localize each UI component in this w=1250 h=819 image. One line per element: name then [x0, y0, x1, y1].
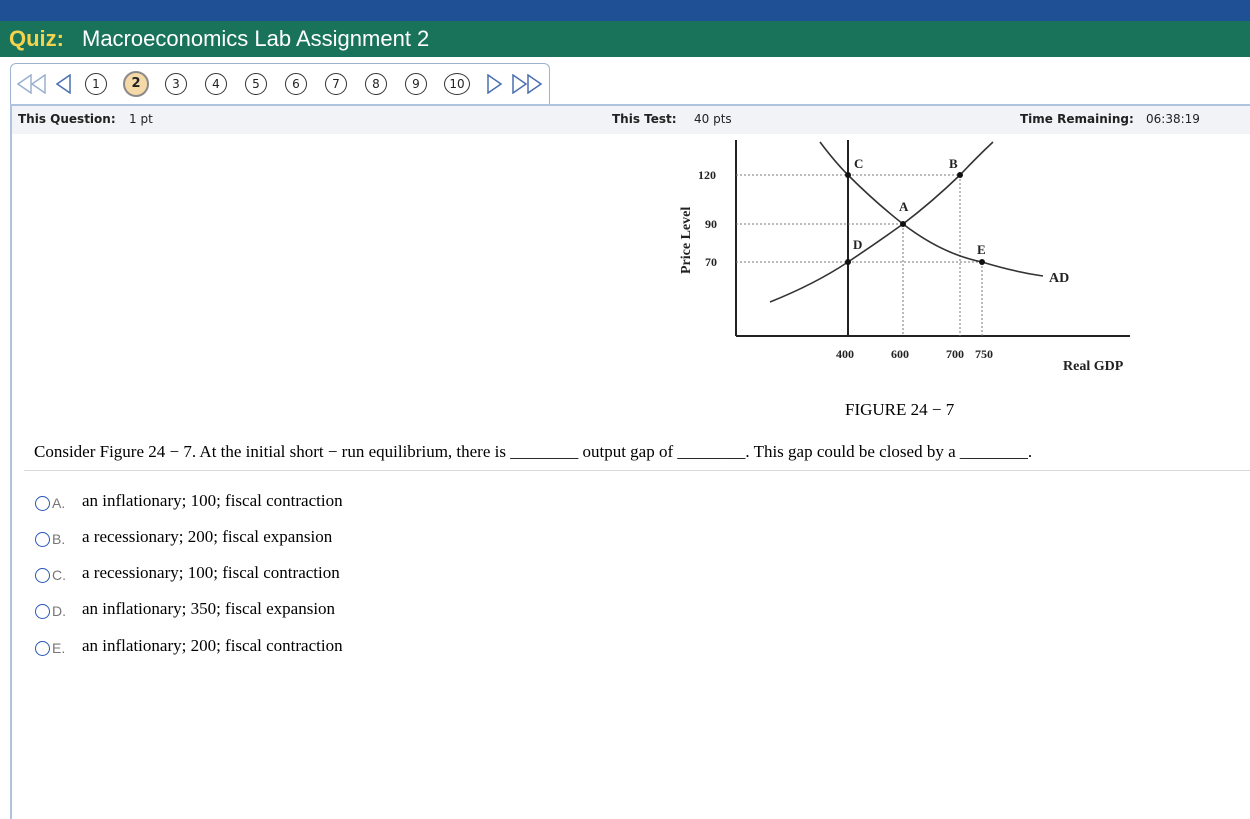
choice-letter-a: A.	[52, 495, 66, 511]
x-tick-600: 600	[891, 347, 909, 361]
point-c	[845, 172, 851, 178]
test-points-value: 40 pts	[694, 112, 732, 126]
x-axis-label: Real GDP	[1063, 359, 1124, 374]
test-points-label: This Test:	[612, 112, 677, 126]
time-remaining-label: Time Remaining:	[1020, 112, 1134, 126]
question-nav-button-7[interactable]: 7	[325, 73, 347, 95]
choice-text-e[interactable]: an inflationary; 200; fiscal contraction	[82, 636, 343, 655]
time-remaining-value: 06:38:19	[1146, 112, 1200, 126]
choice-text-b[interactable]: a recessionary; 200; fiscal expansion	[82, 527, 333, 546]
radio-a[interactable]	[35, 496, 50, 511]
question-text: Consider Figure 24 − 7. At the initial short − run equilibrium, there is ________ output gap of ________. This gap could be closed by a ________.	[34, 442, 1033, 461]
choice-text-d[interactable]: an inflationary; 350; fiscal expansion	[82, 599, 336, 618]
quiz-title: Macroeconomics Lab Assignment 2	[82, 26, 430, 51]
radio-c[interactable]	[35, 568, 50, 583]
info-bar	[12, 106, 1250, 134]
choice-text-a[interactable]: an inflationary; 100; fiscal contraction	[82, 491, 343, 510]
question-nav-button-2[interactable]: 2	[123, 71, 149, 97]
double-right-arrow-icon[interactable]	[512, 74, 544, 94]
top-strip	[0, 0, 1250, 21]
point-d	[845, 259, 851, 265]
y-tick-120: 120	[698, 168, 716, 182]
y-tick-70: 70	[705, 255, 717, 269]
choice-letter-b: B.	[52, 531, 66, 547]
question-points-value: 1 pt	[129, 112, 153, 126]
point-label-c: C	[854, 156, 864, 171]
figure-caption: FIGURE 24 − 7	[845, 400, 955, 419]
radio-b[interactable]	[35, 532, 50, 547]
y-tick-90: 90	[705, 217, 717, 231]
question-nav-button-10[interactable]: 10	[444, 73, 470, 95]
as-ad-figure	[670, 134, 1150, 384]
as-curve	[770, 142, 993, 302]
question-nav-button-5[interactable]: 5	[245, 73, 267, 95]
point-e	[979, 259, 985, 265]
radio-e[interactable]	[35, 641, 50, 656]
y-axis-label: Price Level	[679, 206, 694, 274]
point-a	[900, 221, 906, 227]
question-points-label: This Question:	[18, 112, 116, 126]
x-tick-400: 400	[836, 347, 854, 361]
choice-text-c[interactable]: a recessionary; 100; fiscal contraction	[82, 563, 340, 582]
question-nav-button-6[interactable]: 6	[285, 73, 307, 95]
double-left-arrow-icon[interactable]	[17, 74, 47, 94]
question-nav-button-1[interactable]: 1	[85, 73, 107, 95]
question-nav-button-3[interactable]: 3	[165, 73, 187, 95]
choice-letter-c: C.	[52, 567, 66, 583]
question-nav-button-9[interactable]: 9	[405, 73, 427, 95]
quiz-label: Quiz:	[9, 26, 64, 51]
point-label-e: E	[977, 242, 986, 257]
left-arrow-icon[interactable]	[56, 74, 72, 94]
right-arrow-icon[interactable]	[487, 74, 503, 94]
question-divider	[24, 470, 1250, 471]
point-b	[957, 172, 963, 178]
point-label-d: D	[853, 237, 863, 252]
point-label-a: A	[899, 199, 909, 214]
choice-letter-d: D.	[52, 603, 66, 619]
x-tick-750: 750	[975, 347, 993, 361]
ad-curve-label: AD	[1049, 271, 1070, 286]
radio-d[interactable]	[35, 604, 50, 619]
choice-letter-e: E.	[52, 640, 66, 656]
x-tick-700: 700	[946, 347, 964, 361]
point-label-b: B	[949, 156, 958, 171]
question-nav-button-4[interactable]: 4	[205, 73, 227, 95]
question-nav-button-8[interactable]: 8	[365, 73, 387, 95]
